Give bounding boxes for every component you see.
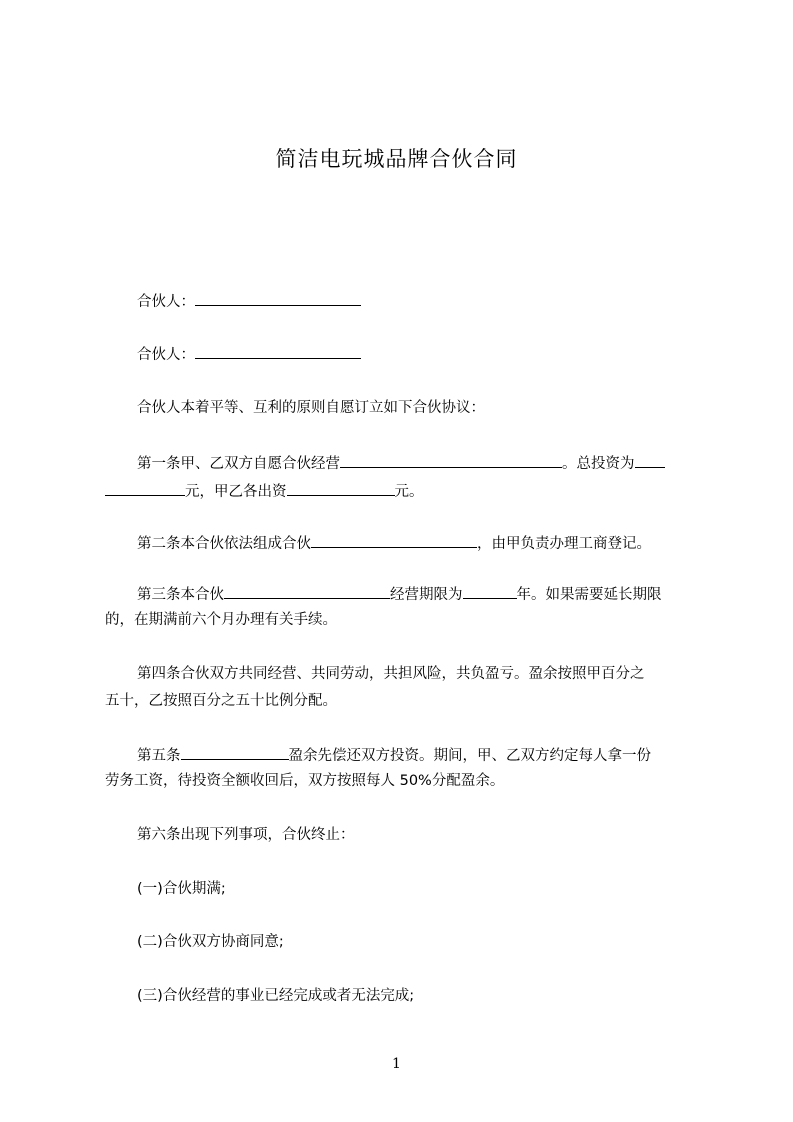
article3-line2: 的，在期满前六个月办理有关手续。 <box>105 612 337 628</box>
preamble: 合伙人本着平等、互利的原则自愿订立如下合伙协议： <box>137 400 485 416</box>
article3-years-blank[interactable] <box>463 584 517 599</box>
article2-text-b: ，由甲负责办理工商登记。 <box>477 536 651 552</box>
partner2-label: 合伙人： <box>137 347 195 363</box>
partner1-blank[interactable] <box>195 291 361 306</box>
page-number: 1 <box>392 1056 401 1072</box>
article5-line2: 劳务工资，待投资全额收回后，双方按照每人 50%分配盈余。 <box>105 773 505 789</box>
partner2-line <box>105 344 737 365</box>
article5-text-b: 盈余先偿还双方投资。期间，甲、乙双方约定每人拿一份 <box>288 748 651 764</box>
article2-line <box>105 533 737 554</box>
article5-blank[interactable] <box>181 745 289 760</box>
termination-item-1: (一)合伙期满; <box>137 881 226 897</box>
document-title: 简洁电玩城品牌合伙合同 <box>275 147 518 171</box>
article6: 第六条出现下列事项，合伙终止： <box>137 827 355 843</box>
article4-line2: 五十，乙按照百分之五十比例分配。 <box>105 693 337 709</box>
partner1-line <box>105 291 737 312</box>
article3-text-a: 第三条本合伙 <box>137 587 224 603</box>
article1-total-blank-part1[interactable] <box>635 453 665 468</box>
article1-text-c: 元，甲乙各出资 <box>185 484 287 500</box>
article1-business-blank[interactable] <box>340 453 562 468</box>
article3-text-c: 年。如果需要延长期限 <box>516 587 662 603</box>
article1-text-b: 。总投资为 <box>562 456 635 472</box>
article4-line1: 第四条合伙双方共同经营、共同劳动，共担风险，共负盈亏。盈余按照甲百分之 <box>137 666 645 682</box>
partner2-blank[interactable] <box>195 344 361 359</box>
partner1-label: 合伙人： <box>137 294 195 310</box>
article5-text-a: 第五条 <box>137 748 181 764</box>
termination-item-2: (二)合伙双方协商同意; <box>137 934 284 950</box>
article5-line1 <box>105 745 737 766</box>
termination-item-3: (三)合伙经营的事业已经完成或者无法完成; <box>137 988 415 1004</box>
article3-text-b: 经营期限为 <box>390 587 463 603</box>
article1-line2 <box>105 481 705 502</box>
article3-line1 <box>105 584 737 605</box>
article2-partnership-blank[interactable] <box>311 533 477 548</box>
article3-name-blank[interactable] <box>224 584 390 599</box>
article1-text-a: 第一条甲、乙双方自愿合伙经营 <box>137 456 340 472</box>
article1-line1 <box>105 453 737 474</box>
article1-contribution-blank[interactable] <box>287 481 395 496</box>
article1-total-blank-part2[interactable] <box>105 481 185 496</box>
article1-text-d: 元。 <box>394 484 424 500</box>
article2-text-a: 第二条本合伙依法组成合伙 <box>137 536 311 552</box>
